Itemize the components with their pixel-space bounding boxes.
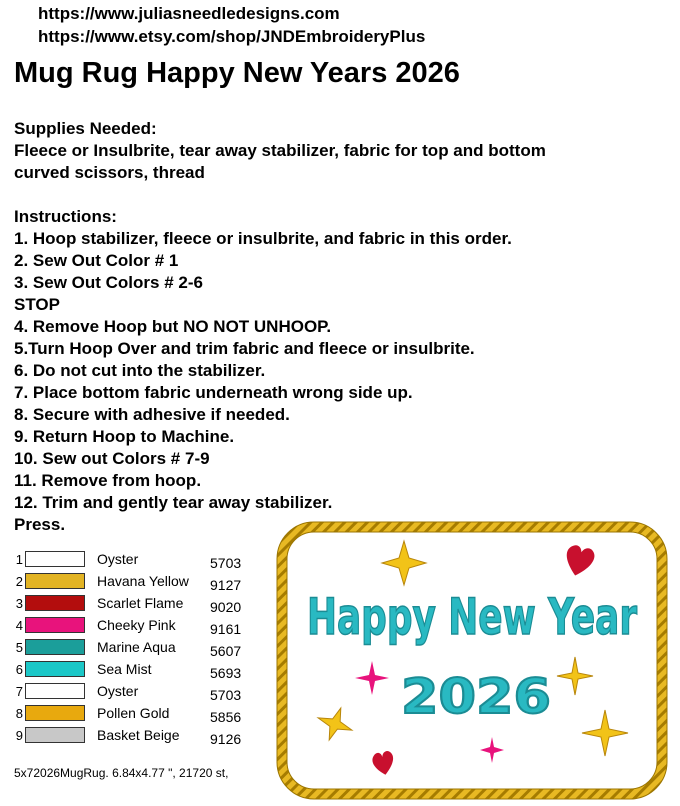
color-code: 5703 xyxy=(210,687,242,703)
color-number: 6 xyxy=(15,662,23,677)
instruction-step: 6. Do not cut into the stabilizer. xyxy=(14,361,266,380)
color-name: Havana Yellow xyxy=(97,573,189,589)
page-title: Mug Rug Happy New Years 2026 xyxy=(14,57,460,89)
instructions-heading: Instructions: xyxy=(14,207,117,226)
color-name: Sea Mist xyxy=(97,661,152,677)
color-row xyxy=(10,594,270,616)
instruction-step: 7. Place bottom fabric underneath wrong side up. xyxy=(14,383,413,402)
color-code: 9127 xyxy=(210,577,242,593)
instruction-step: 3. Sew Out Colors # 2-6 xyxy=(14,273,203,292)
color-row xyxy=(10,726,270,748)
color-swatch xyxy=(25,705,85,721)
color-code: 5856 xyxy=(210,709,242,725)
color-number: 5 xyxy=(15,640,23,655)
color-name: Oyster xyxy=(97,683,139,699)
color-number: 3 xyxy=(15,596,23,611)
happy-new-year-text: Happy New Year xyxy=(307,588,638,646)
color-name: Pollen Gold xyxy=(97,705,170,721)
color-row xyxy=(10,682,270,704)
design-info: 5x72026MugRug. 6.84x4.77 ", 21720 st, xyxy=(14,766,229,780)
color-code: 5607 xyxy=(210,643,242,659)
color-row xyxy=(10,638,270,660)
mug-rug-design-preview xyxy=(276,521,668,800)
color-swatch xyxy=(25,661,85,677)
color-code: 9161 xyxy=(210,621,242,637)
etsy-url[interactable]: https://www.etsy.com/shop/JNDEmbroideryPlus xyxy=(38,27,426,46)
instruction-step: 2. Sew Out Color # 1 xyxy=(14,251,179,270)
supplies-line: curved scissors, thread xyxy=(14,163,205,182)
instructions-body xyxy=(14,118,546,536)
instruction-step: 8. Secure with adhesive if needed. xyxy=(14,405,290,424)
instruction-step: 4. Remove Hoop but NO NOT UNHOOP. xyxy=(14,317,332,336)
rope-border-inner xyxy=(287,532,657,789)
color-swatch xyxy=(25,639,85,655)
color-code: 5703 xyxy=(210,555,242,571)
color-swatch xyxy=(25,617,85,633)
color-name: Basket Beige xyxy=(97,727,180,743)
color-name: Scarlet Flame xyxy=(97,595,184,611)
color-code: 5693 xyxy=(210,665,242,681)
instruction-step: 5.Turn Hoop Over and trim fabric and fleece or insulbrite. xyxy=(14,339,475,358)
color-name: Marine Aqua xyxy=(97,639,176,655)
color-row xyxy=(10,616,270,638)
color-number: 9 xyxy=(15,728,23,743)
color-code: 9126 xyxy=(210,731,242,747)
color-swatch xyxy=(25,683,85,699)
color-row xyxy=(10,572,270,594)
instruction-step: STOP xyxy=(14,295,60,314)
instruction-step: 12. Trim and gently tear away stabilizer. xyxy=(14,493,333,512)
year-text: 2026 xyxy=(401,669,551,725)
color-swatch xyxy=(25,551,85,567)
color-number: 1 xyxy=(15,552,23,567)
instruction-step: Press. xyxy=(14,515,66,534)
color-number: 7 xyxy=(15,684,23,699)
supplies-line: Fleece or Insulbrite, tear away stabilizer, fabric for top and bottom xyxy=(14,141,546,160)
instruction-step: 9. Return Hoop to Machine. xyxy=(14,427,235,446)
color-code: 9020 xyxy=(210,599,242,615)
color-row xyxy=(10,704,270,726)
website-url[interactable]: https://www.juliasneedledesigns.com xyxy=(38,4,340,23)
supplies-heading: Supplies Needed: xyxy=(14,119,157,138)
instruction-step: 11. Remove from hoop. xyxy=(14,471,202,490)
color-swatch xyxy=(25,727,85,743)
color-number: 8 xyxy=(15,706,23,721)
color-swatch xyxy=(25,595,85,611)
color-number: 4 xyxy=(15,618,23,633)
color-row xyxy=(10,550,270,572)
color-name: Oyster xyxy=(97,551,139,567)
color-name: Cheeky Pink xyxy=(97,617,176,633)
instruction-step: 1. Hoop stabilizer, fleece or insulbrite, and fabric in this order. xyxy=(14,229,512,248)
color-number: 2 xyxy=(15,574,23,589)
color-swatch xyxy=(25,573,85,589)
color-row xyxy=(10,660,270,682)
spacer xyxy=(14,184,546,206)
instruction-step: 10. Sew out Colors # 7-9 xyxy=(14,449,210,468)
